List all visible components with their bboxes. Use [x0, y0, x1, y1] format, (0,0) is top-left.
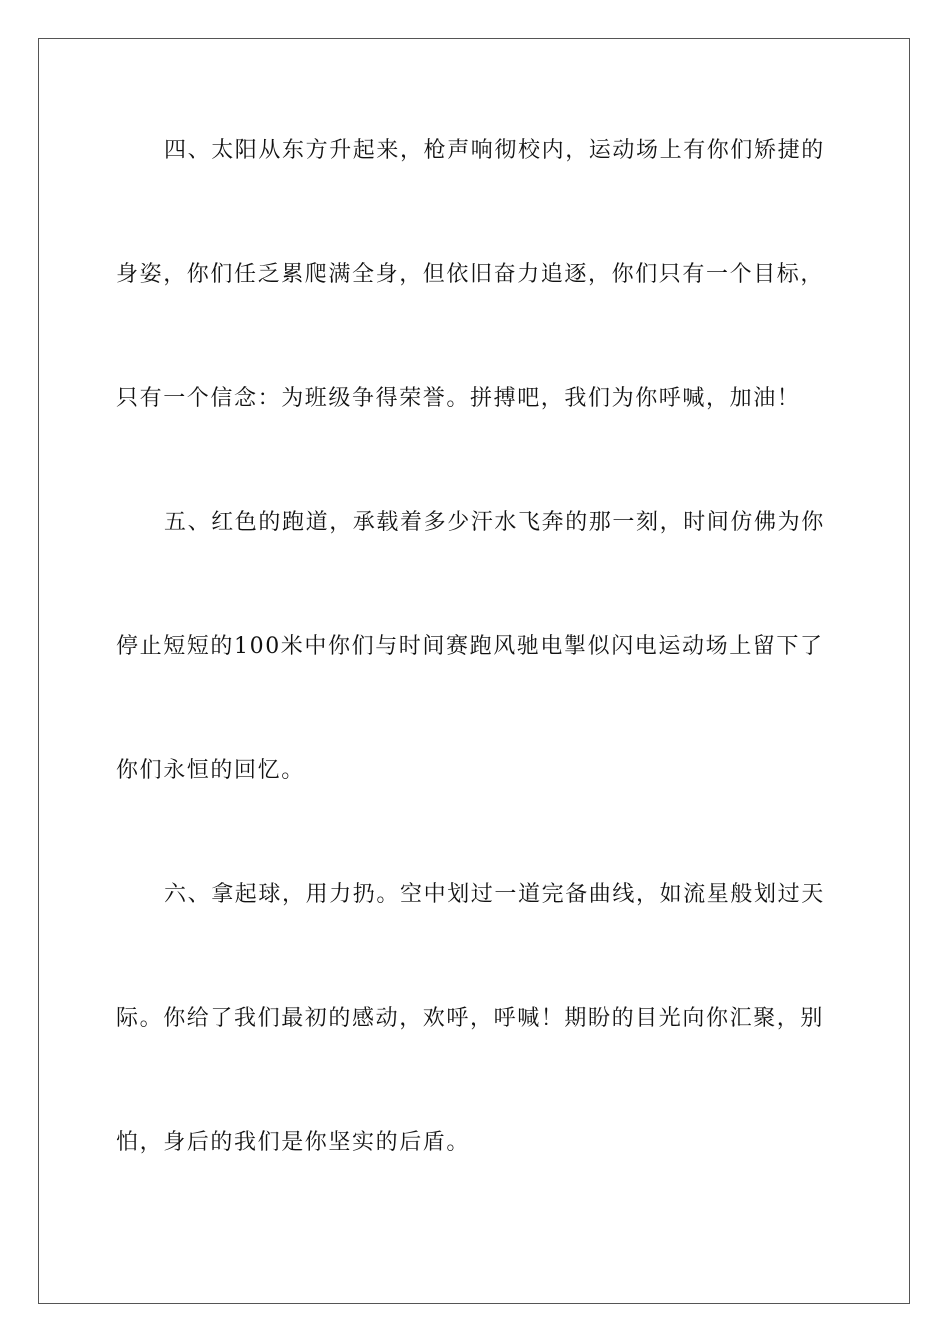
paragraph-line: 身姿，你们任乏累爬满全身，但依旧奋力追逐，你们只有一个目标， — [116, 262, 825, 287]
paragraph-line: 你们永恒的回忆。 — [116, 758, 305, 783]
paragraph-line: 四、太阳从东方升起来，枪声响彻校内，运动场上有你们矫捷的 — [164, 138, 825, 163]
paragraph-line: 停止短短的100米中你们与时间赛跑风驰电掣似闪电运动场上留下了 — [116, 634, 824, 659]
paragraph-line: 六、拿起球，用力扔。空中划过一道完备曲线，如流星般划过天 — [164, 882, 825, 907]
paragraph-line: 怕，身后的我们是你坚实的后盾。 — [116, 1130, 471, 1155]
paragraph-line: 际。你给了我们最初的感动，欢呼，呼喊！期盼的目光向你汇聚，别 — [116, 1006, 825, 1031]
page-border — [38, 38, 910, 1304]
paragraph-line: 只有一个信念：为班级争得荣誉。拼搏吧，我们为你呼喊，加油！ — [116, 386, 801, 411]
paragraph-line: 五、红色的跑道，承载着多少汗水飞奔的那一刻，时间仿佛为你 — [164, 510, 825, 535]
